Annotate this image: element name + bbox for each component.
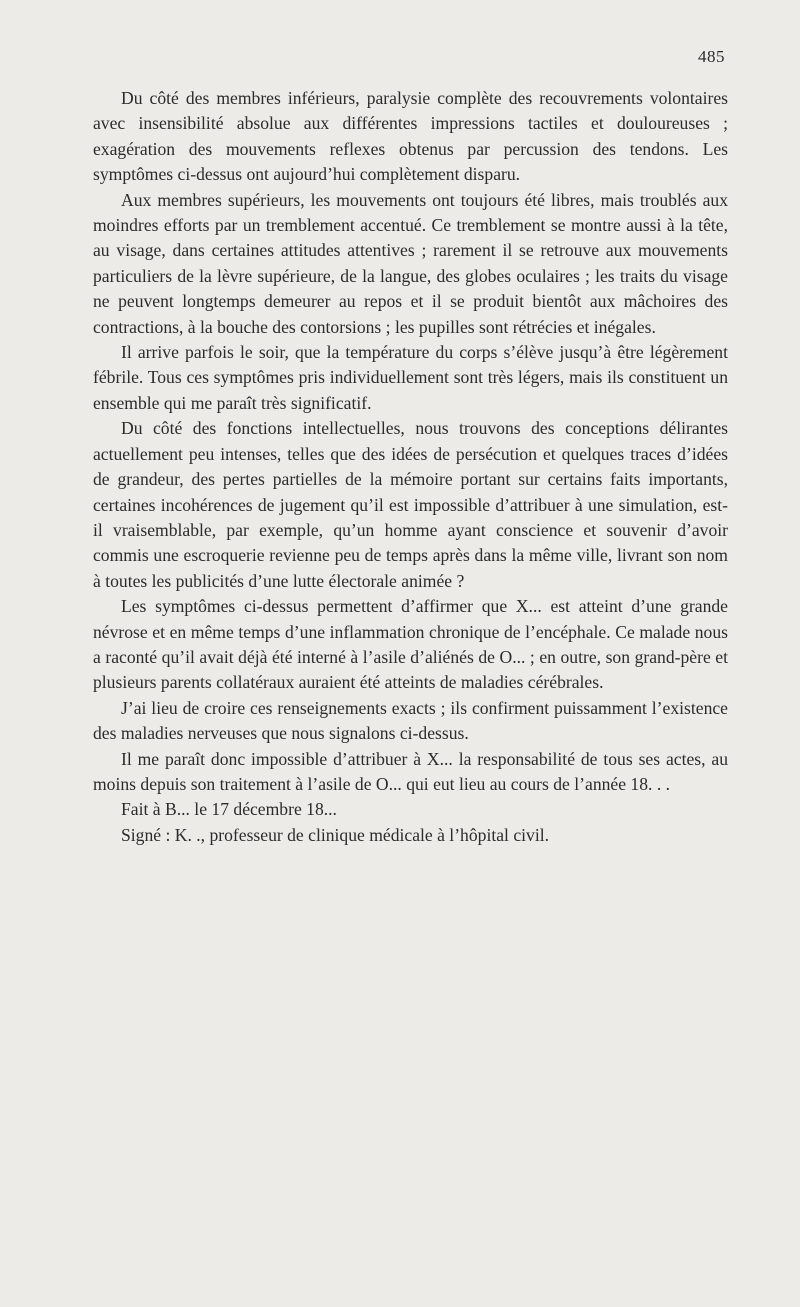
paragraph-diagnosis: Les symptômes ci-dessus permettent d’affirmer que X... est atteint d’une grande névrose et en même temps d’une inflammation chronique de l’encéphale. Ce malade nous a raconté qu’il avait déjà été interné à l’asile d’aliénés de O... ; en outre, son grand-père et plusieurs parents collatéraux auraient été atteints de maladies cérébrales.: [93, 596, 728, 693]
paragraph-upper-limbs: Aux membres supérieurs, les mouvements ont toujours été libres, mais troublés aux moindres efforts par un tremblement accentué. Ce tremblement se montre aussi à la tête, au visage, dans certaines attitudes attentives ; rarement il se retrouve aux mouvements particuliers de la lèvre supérieure, de la langue, des globes oculaires ; les traits du visage ne peuvent longtemps demeurer au repos et il se produit bientôt aux mâchoires des contractions, à la bouche des contorsions ; les pupilles sont rétrécies et inégales.: [93, 189, 728, 337]
paragraph-intellectual-functions: Du côté des fonctions intellectuelles, nous trouvons des conceptions délirantes actuellement peu intenses, telles que des idées de persécution et quelques traces d’idées de grandeur, des pertes partielles de la mémoire portant sur certains faits importants, certaines incohérences de jugement qu’il est impossible d’attribuer à une simulation, est-il vraisemblable, par exemple, qu’un homme ayant conscience et souvenir d’avoir commis une escroquerie revienne peu de temps après dans la même ville, livrant son nom à toutes les publicités d’une lutte électorale animée ?: [93, 418, 728, 591]
paragraph-signature: Signé : K. ., professeur de clinique médicale à l’hôpital civil.: [121, 824, 549, 845]
paragraph-lower-limbs: Du côté des membres inférieurs, paralysie complète des recouvrements volontaires avec insensibilité absolue aux différentes impressions tactiles et douloureuses ; exagération des mouvements reflexes obtenus par percussion des tendons. Les symptômes ci-dessus ont aujourd’hui complètement disparu.: [93, 88, 728, 185]
page-number: 485: [698, 47, 725, 66]
body-text: [93, 86, 728, 848]
paragraph-date-place: Fait à B... le 17 décembre 18...: [121, 799, 337, 820]
paragraph-confirmation: J’ai lieu de croire ces renseignements exacts ; ils confirment puissamment l’existence des maladies nerveuses que nous signalons ci-dessus.: [93, 697, 728, 744]
paragraph-responsibility: Il me paraît donc impossible d’attribuer à X... la responsabilité de tous ses actes, au moins depuis son traitement à l’asile de O... qui eut lieu au cours de l’année 18. . .: [93, 748, 728, 794]
paragraph-temperature: Il arrive parfois le soir, que la température du corps s’élève jusqu’à être légèrement fébrile. Tous ces symptômes pris individuellement sont très légers, mais ils constituent un ensemble qui me paraît très significatif.: [93, 342, 728, 413]
